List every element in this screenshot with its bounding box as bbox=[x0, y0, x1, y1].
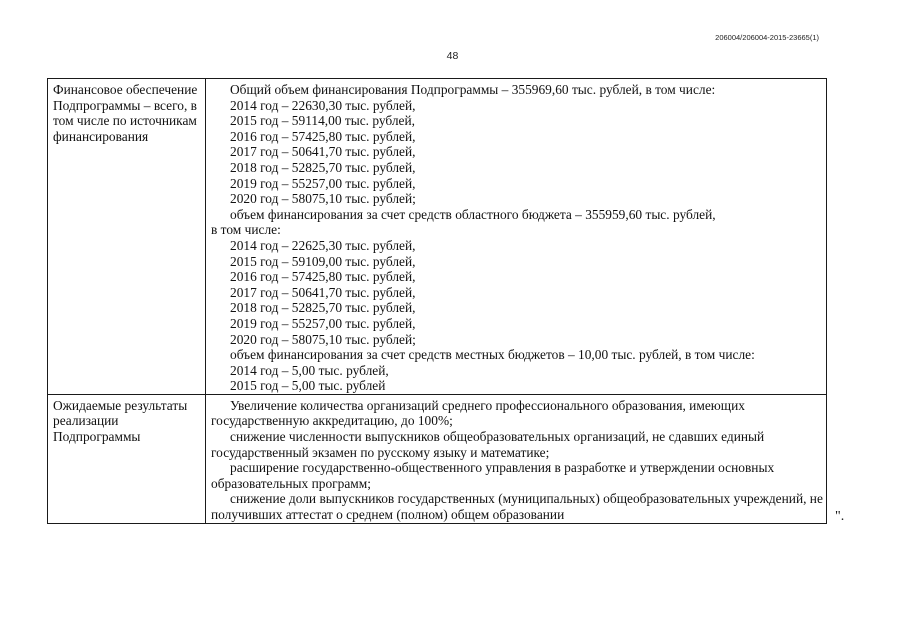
table-row-financing bbox=[48, 79, 827, 395]
subprogram-passport-table bbox=[47, 78, 827, 524]
financing-line: 2015 год – 5,00 тыс. рублей bbox=[230, 378, 386, 394]
table-row-results bbox=[48, 394, 827, 523]
financing-line: 2018 год – 52825,70 тыс. рублей, bbox=[230, 159, 416, 175]
results-paragraph: Увеличение количества организаций среднего профессионального образования, имеющих государственную аккредитацию, до 100%; bbox=[211, 397, 745, 429]
financing-line: 2020 год – 58075,10 тыс. рублей; bbox=[230, 191, 416, 207]
financing-content bbox=[206, 79, 827, 395]
financing-line: 2014 год – 22630,30 тыс. рублей, bbox=[230, 97, 416, 113]
financing-line: 2015 год – 59114,00 тыс. рублей, bbox=[230, 113, 416, 129]
financing-line: 2014 год – 5,00 тыс. рублей, bbox=[230, 362, 389, 378]
financing-line: 2015 год – 59109,00 тыс. рублей, bbox=[230, 253, 416, 269]
document-id: 206004/206004-2015-23665(1) bbox=[715, 33, 819, 42]
financing-line: 2017 год – 50641,70 тыс. рублей, bbox=[230, 284, 416, 300]
financing-line: 2016 год – 57425,80 тыс. рублей, bbox=[230, 128, 416, 144]
financing-line: Общий объем финансирования Подпрограммы – 355969,60 тыс. рублей, в том числе: bbox=[230, 82, 716, 97]
financing-line: 2019 год – 55257,00 тыс. рублей, bbox=[230, 175, 416, 191]
page-number: 48 bbox=[446, 50, 459, 62]
results-paragraph: расширение государственно-общественного управления в разработке и утверждении основных образовательных программ; bbox=[211, 460, 775, 491]
results-content bbox=[206, 394, 827, 523]
financing-line: объем финансирования за счет средств областного бюджета – 355959,60 тыс. рублей, bbox=[230, 206, 716, 222]
financing-line: 2014 год – 22625,30 тыс. рублей, bbox=[230, 237, 416, 253]
closing-quote-mark: ". bbox=[835, 509, 845, 524]
financing-line: 2019 год – 55257,00 тыс. рублей, bbox=[230, 315, 416, 331]
financing-line: 2018 год – 52825,70 тыс. рублей, bbox=[230, 300, 416, 316]
results-paragraph: снижение доли выпускников государственных (муниципальных) общеобразовательных учреждений, не получивших аттестат о среднем (полном) общем образовании bbox=[211, 491, 823, 523]
financing-line: 2016 год – 57425,80 тыс. рублей, bbox=[230, 269, 416, 285]
financing-line: 2020 год – 58075,10 тыс. рублей; bbox=[230, 331, 416, 347]
financing-line: 2017 год – 50641,70 тыс. рублей, bbox=[230, 144, 416, 160]
results-label: Ожидаемые результаты реализации Подпрограммы bbox=[48, 394, 206, 523]
financing-line: объем финансирования за счет средств местных бюджетов – 10,00 тыс. рублей, в том числе: bbox=[230, 347, 755, 363]
financing-line: в том числе: bbox=[211, 222, 281, 238]
results-paragraph: снижение численности выпускников общеобразовательных организаций, не сдавших единый государственный экзамен по русскому языку и математике; bbox=[211, 429, 765, 460]
financing-label: Финансовое обеспечение Подпрограммы – всего, в том числе по источникам финансирования bbox=[48, 79, 206, 395]
